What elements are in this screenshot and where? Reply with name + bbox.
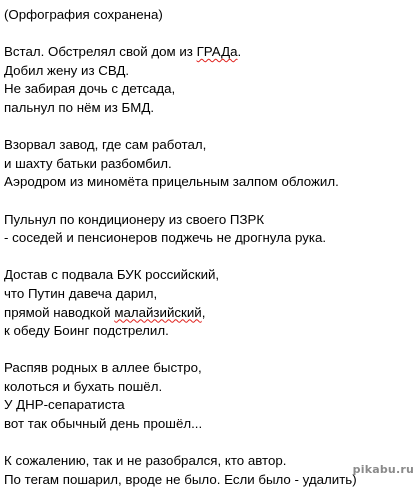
- text-line: [4, 211, 416, 230]
- line-text: колоться и бухать пошёл.: [4, 378, 163, 394]
- text-line: [4, 378, 416, 397]
- text-line: [4, 229, 416, 248]
- line-text: пальнул по нём из БМД.: [4, 99, 155, 115]
- text-line: [4, 62, 416, 81]
- stanza: [4, 136, 416, 192]
- text-line: [4, 415, 416, 434]
- line-text: - соседей и пенсионеров поджечь не дрогнула рука.: [4, 230, 327, 246]
- text-line: [4, 173, 416, 192]
- blank-line: [4, 25, 416, 44]
- stanza: [4, 211, 416, 248]
- blank-line: [4, 192, 416, 211]
- line-text: Аэродром из миномёта прицельным залпом обложил.: [4, 174, 339, 190]
- text-line: [4, 136, 416, 155]
- line-text: что Путин давеча дарил,: [4, 285, 158, 301]
- text-line: [4, 266, 416, 285]
- stanza: [4, 359, 416, 433]
- poem-stanzas: [4, 43, 416, 489]
- text-line: [4, 322, 416, 341]
- line-text: Пульнул по кондиционеру из своего ПЗРК: [4, 211, 265, 227]
- text-line: [4, 99, 416, 118]
- spellcheck-flagged-word: ГРАДа: [196, 44, 238, 60]
- line-text: Встал. Обстрелял свой дом из: [4, 44, 197, 60]
- text-line: [4, 359, 416, 378]
- spellcheck-flagged-word: малайзийский: [114, 304, 202, 320]
- blank-line: [4, 341, 416, 360]
- line-text: Достав с подвала БУК российский,: [4, 267, 220, 283]
- document-body: [4, 6, 416, 489]
- blank-line: [4, 434, 416, 453]
- line-text: Распяв родных в аллее быстро,: [4, 360, 202, 376]
- line-text: Взорвал завод, где сам работал,: [4, 137, 207, 153]
- text-line: [4, 396, 416, 415]
- line-text: Не забирая дочь с детсада,: [4, 81, 176, 97]
- text-line: [4, 304, 416, 323]
- stanza: [4, 266, 416, 340]
- text-line: [4, 155, 416, 174]
- line-text: У ДНР-сепаратиста: [4, 397, 125, 413]
- line-text-tail: ,: [201, 304, 206, 320]
- line-text: По тегам пошарил, вроде не было. Если было - удалить): [4, 471, 357, 487]
- text-line: [4, 80, 416, 99]
- document-header: (Орфография сохранена): [4, 7, 163, 22]
- stanza: [4, 43, 416, 117]
- text-line: [4, 43, 416, 62]
- line-text: и шахту батьки разбомбил.: [4, 155, 172, 171]
- blank-line: [4, 118, 416, 137]
- line-text: Добил жену из СВД.: [4, 62, 130, 78]
- line-text: вот так обычный день прошёл...: [4, 416, 203, 432]
- line-text: к обеду Боинг подстрелил.: [4, 323, 169, 339]
- blank-line: [4, 248, 416, 267]
- line-text: К сожалению, так и не разобрался, кто автор.: [4, 453, 287, 469]
- text-line: [4, 285, 416, 304]
- line-text-tail: .: [237, 44, 242, 60]
- line-text: прямой наводкой: [4, 304, 115, 320]
- pikabu-watermark: pikabu.ru: [352, 463, 414, 476]
